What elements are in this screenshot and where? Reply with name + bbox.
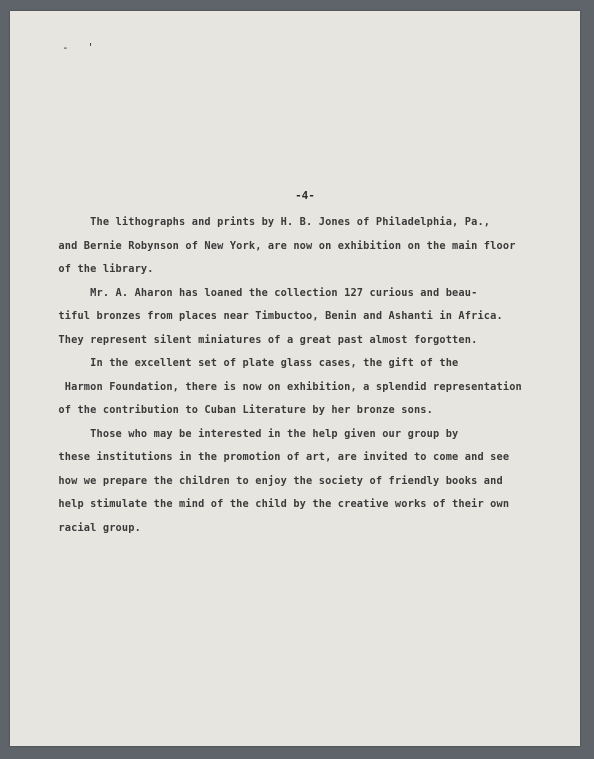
body-text bbox=[33, 211, 553, 540]
text-line: Harmon Foundation, there is now on exhibition, a splendid representation bbox=[33, 380, 522, 393]
text-line: Those who may be interested in the help given our group by bbox=[33, 427, 459, 440]
text-line: Mr. A. Aharon has loaned the collection 127 curious and beau- bbox=[33, 286, 478, 299]
text-line: racial group. bbox=[33, 521, 141, 534]
page-number: -4- bbox=[295, 189, 315, 202]
text-line: how we prepare the children to enjoy the society of friendly books and bbox=[33, 474, 503, 487]
text-line: The lithographs and prints by H. B. Jones of Philadelphia, Pa., bbox=[33, 216, 491, 228]
text-line: these institutions in the promotion of art, are invited to come and see bbox=[33, 451, 510, 463]
text-line: In the excellent set of plate glass cases, the gift of the bbox=[33, 357, 459, 369]
text-line: help stimulate the mind of the child by the creative works of their own bbox=[33, 498, 510, 510]
text-line: of the contribution to Cuban Literature by her bronze sons. bbox=[33, 404, 434, 416]
text-line: and Bernie Robynson of New York, are now on exhibition on the main floor bbox=[33, 239, 516, 252]
corner-mark: - ' bbox=[62, 41, 100, 54]
text-line: of the library. bbox=[33, 263, 154, 275]
document-page bbox=[10, 11, 580, 746]
text-line: tiful bronzes from places near Timbuctoo, Benin and Ashanti in Africa. bbox=[33, 310, 503, 322]
text-line: They represent silent miniatures of a great past almost forgotten. bbox=[33, 333, 478, 346]
